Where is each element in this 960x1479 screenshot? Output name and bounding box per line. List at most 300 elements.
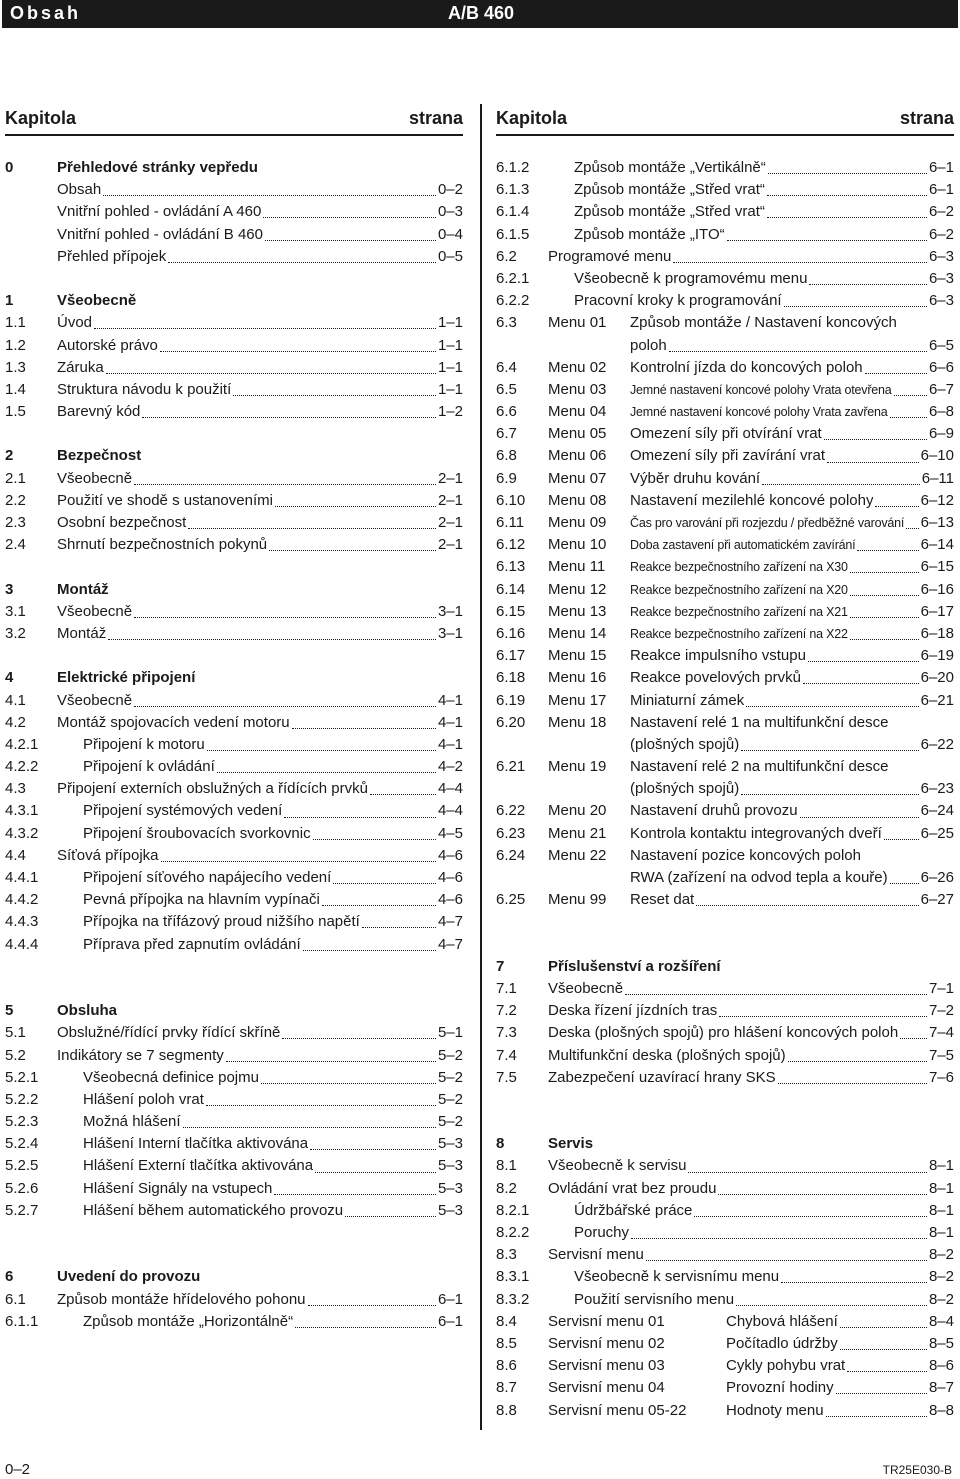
entry-title: Provozní hodiny: [726, 1379, 834, 1397]
toc-entry: [496, 1022, 954, 1044]
entry-menu: Menu 11: [548, 558, 606, 576]
spacer: [496, 934, 954, 956]
entry-number: 8.3.1: [496, 1268, 530, 1286]
spacer: [5, 956, 463, 978]
entry-page: 6–6: [928, 358, 954, 376]
toc-entry: [5, 512, 463, 534]
entry-menu: Menu 21: [548, 824, 607, 842]
dot-leader: [142, 416, 436, 418]
entry-title: Všeobecně k programovému menu: [574, 269, 808, 287]
toc-right-column: [496, 104, 954, 1422]
toc-entry: [496, 335, 954, 357]
dot-leader: [803, 682, 919, 684]
entry-title: Hlášení Interní tlačítka aktivována: [83, 1135, 309, 1153]
dot-leader: [875, 505, 918, 507]
entry-title: Počítadlo údržby: [726, 1334, 838, 1352]
dot-leader: [840, 1326, 927, 1328]
entry-title: Čas pro varování při rozjezdu / předběžné varování: [630, 516, 905, 530]
footer-page-number: 0–2: [5, 1461, 31, 1478]
dot-leader: [727, 239, 927, 241]
entry-page: 8–7: [928, 1379, 954, 1397]
toc-entry: [496, 601, 954, 623]
toc-entry: [496, 401, 954, 423]
toc-entry: [5, 1089, 463, 1111]
entry-title: Všeobecně k servisnímu menu: [574, 1268, 780, 1286]
entry-title: Servisní menu: [548, 1246, 644, 1264]
toc-entry: [5, 756, 463, 778]
chapter-label: Kapitola: [496, 108, 568, 128]
spacer: [5, 556, 463, 578]
toc-entry: [496, 867, 954, 889]
dot-leader: [274, 1193, 436, 1195]
entry-number: 8.5: [496, 1334, 517, 1352]
entry-number: 8.2.1: [496, 1201, 530, 1219]
dot-leader: [207, 749, 436, 751]
dot-leader: [850, 594, 919, 596]
entry-page: 5–1: [437, 1024, 463, 1042]
toc-section-heading: [496, 1133, 954, 1155]
entry-number: 6.1.2: [496, 159, 530, 176]
entry-number: 1.3: [5, 358, 26, 376]
toc-entry: [496, 290, 954, 312]
entry-title: Hodnoty menu: [726, 1401, 824, 1419]
entry-title: Přípojka na třífázový proud nižšího napětí: [83, 913, 360, 931]
entry-menu: Menu 07: [548, 469, 607, 487]
entry-page: 8–1: [928, 1157, 954, 1175]
dot-leader: [206, 1104, 436, 1106]
toc-entry: [496, 1178, 954, 1200]
entry-number: 7.5: [496, 1068, 517, 1086]
entry-number: 6.20: [496, 713, 526, 731]
toc-entry: [496, 667, 954, 689]
dot-leader: [108, 638, 436, 640]
toc-entry: [5, 778, 463, 800]
dot-leader: [322, 904, 436, 906]
entry-page: 5–3: [437, 1135, 463, 1153]
toc-entry: [496, 1155, 954, 1177]
toc-entry: [496, 756, 954, 778]
entry-number: 6.23: [496, 824, 526, 842]
entry-number: 6.9: [496, 469, 517, 487]
entry-title: Reakce bezpečnostního zařízení na X30: [630, 560, 848, 575]
toc-entry: [496, 201, 954, 223]
entry-number: 5.1: [5, 1024, 26, 1042]
toc-entry: [496, 1355, 954, 1377]
dot-leader: [900, 1037, 927, 1039]
entry-number: 8.3.2: [496, 1290, 530, 1308]
entry-title: Způsob montáže „Vertikálně“: [574, 159, 766, 176]
entry-title: Všeobecně: [548, 979, 624, 997]
entry-menu: Menu 16: [548, 669, 607, 687]
dot-leader: [310, 1148, 436, 1150]
toc-entry: [496, 823, 954, 845]
entry-page: 6–12: [920, 491, 954, 509]
entry-page: 8–1: [928, 1201, 954, 1219]
entry-page: 6–23: [920, 780, 954, 798]
entry-title: Způsob montáže „ITO“: [574, 225, 725, 243]
column-divider: [480, 104, 482, 1430]
entry-title: Hlášení poloh vrat: [83, 1090, 204, 1108]
entry-number: 6.1.5: [496, 225, 530, 243]
entry-menu: Menu 04: [548, 403, 607, 421]
entry-number: 5.2.3: [5, 1113, 39, 1131]
toc-entry: [496, 357, 954, 379]
entry-title: Reakce bezpečnostního zařízení na X21: [630, 604, 848, 619]
entry-number: 8.8: [496, 1401, 517, 1419]
entry-title: Kontrola kontaktu integrovaných dveří: [630, 824, 882, 842]
toc-entry: [5, 911, 463, 933]
entry-number: 8.4: [496, 1312, 517, 1330]
toc-entry: [5, 335, 463, 357]
entry-title: Hlášení Externí tlačítka aktivována: [83, 1157, 314, 1175]
dot-leader: [646, 1259, 927, 1261]
dot-leader: [857, 549, 918, 551]
entry-page: 6–19: [920, 647, 954, 665]
entry-number: 6.22: [496, 802, 526, 820]
toc-entry: [496, 157, 954, 179]
entry-number: 6.5: [496, 380, 517, 398]
entry-page: 4–4: [437, 802, 463, 820]
entry-number: 2.2: [5, 491, 26, 509]
entry-page: 4–1: [437, 713, 463, 731]
entry-number: 6.25: [496, 891, 526, 909]
toc-left-column: [5, 104, 463, 1333]
toc-entry: [496, 490, 954, 512]
entry-menu: Menu 12: [548, 580, 607, 598]
entry-page: 2–1: [437, 514, 463, 531]
toc-entry: [496, 1311, 954, 1333]
toc-entry: [496, 1377, 954, 1399]
dot-leader: [894, 394, 927, 396]
header-model: A/B 460: [448, 3, 515, 23]
entry-title: Způsob montáže hřídelového pohonu: [57, 1290, 306, 1308]
dot-leader: [233, 394, 436, 396]
entry-menu: Menu 22: [548, 846, 607, 864]
entry-number: 6.1.4: [496, 203, 530, 221]
entry-title: Příprava před zapnutím ovládání: [83, 935, 301, 953]
entry-title: Použití servisního menu: [574, 1290, 735, 1308]
entry-number: 6.2.2: [496, 292, 530, 310]
entry-page: 6–2: [928, 203, 954, 221]
toc-list-left: [5, 157, 463, 1333]
dot-leader: [103, 194, 436, 196]
entry-number: 7.2: [496, 1002, 517, 1020]
entry-title: Programové menu: [548, 247, 672, 265]
dot-leader: [345, 1215, 436, 1217]
entry-page: 7–6: [928, 1068, 954, 1086]
dot-leader: [269, 549, 436, 551]
entry-title: Ovládání vrat bez proudu: [548, 1179, 717, 1197]
toc-entry: [496, 379, 954, 401]
header-title: Obsah: [10, 3, 82, 23]
toc-entry: [5, 490, 463, 512]
entry-page: 8–1: [928, 1179, 954, 1197]
toc-entry: [5, 1200, 463, 1222]
toc-entry: [496, 734, 954, 756]
dot-leader: [736, 1304, 927, 1306]
entry-page: 3–1: [437, 602, 463, 620]
entry-title: Servis: [548, 1135, 594, 1153]
entry-menu: Menu 13: [548, 602, 607, 620]
entry-number: 6.6: [496, 403, 517, 421]
entry-menu: Menu 01: [548, 314, 607, 332]
chapter-label: Kapitola: [5, 108, 77, 128]
header-rule: [5, 134, 463, 136]
dot-leader: [134, 705, 436, 707]
entry-page: 6–1: [928, 159, 954, 176]
entry-page: 5–2: [437, 1046, 463, 1064]
dot-leader: [168, 261, 436, 263]
entry-title: Vnitřní pohled - ovládání B 460: [57, 225, 263, 243]
entry-page: 4–4: [437, 780, 463, 798]
entry-page: 7–1: [928, 979, 954, 997]
entry-page: 6–11: [921, 469, 954, 487]
entry-title: Všeobecná definice pojmu: [83, 1068, 259, 1086]
entry-title: Elektrické připojení: [57, 669, 196, 687]
toc-entry: [496, 423, 954, 445]
entry-title: Obsluha: [57, 1002, 118, 1020]
toc-entry: [5, 1289, 463, 1311]
entry-number: 4.1: [5, 691, 26, 709]
column-header: [496, 104, 954, 134]
entry-page: 0–3: [437, 203, 463, 221]
spacer: [5, 1244, 463, 1266]
entry-page: 4–6: [437, 891, 463, 909]
entry-page: 4–1: [437, 691, 463, 709]
dot-leader: [292, 727, 436, 729]
entry-page: 5–2: [437, 1090, 463, 1108]
entry-title: Autorské právo: [57, 336, 158, 354]
dot-leader: [808, 660, 919, 662]
entry-page: 8–1: [928, 1224, 954, 1241]
entry-title: Způsob montáže „Střed vrat“: [574, 203, 765, 221]
entry-title: Údržbářské práce: [574, 1201, 693, 1219]
toc-entry: [5, 379, 463, 401]
entry-page: 8–4: [928, 1312, 954, 1330]
entry-title: (plošných spojů): [630, 780, 740, 798]
entry-number: 7.1: [496, 979, 517, 997]
toc-entry: [496, 1067, 954, 1089]
toc-entry: [5, 201, 463, 223]
dot-leader: [631, 1237, 927, 1239]
entry-number: 4.2: [5, 713, 26, 731]
entry-title: Montáž: [57, 580, 109, 598]
dot-leader: [884, 838, 919, 840]
spacer: [5, 268, 463, 290]
entry-title: Připojení k motoru: [83, 735, 205, 753]
entry-number: 1.5: [5, 403, 26, 421]
entry-page: 6–14: [920, 536, 954, 554]
toc-entry: [496, 246, 954, 268]
entry-number: 6.8: [496, 447, 517, 465]
dot-leader: [315, 1171, 436, 1173]
toc-section-heading: [5, 579, 463, 601]
entry-number: 6.4: [496, 358, 517, 376]
entry-page: 6–16: [920, 580, 954, 598]
toc-entry: [496, 1266, 954, 1288]
entry-page: 4–7: [437, 913, 463, 931]
dot-leader: [694, 1215, 927, 1217]
entry-title: Nastavení relé 2 na multifunkční desce: [630, 758, 889, 776]
spacer: [5, 645, 463, 667]
dot-leader: [778, 1082, 927, 1084]
page-label: strana: [408, 108, 463, 128]
entry-title: Omezení síly při zavírání vrat: [630, 447, 826, 465]
toc-entry: [5, 1311, 463, 1333]
entry-menu: Menu 02: [548, 358, 607, 376]
dot-leader: [767, 216, 927, 218]
entry-number: 6.10: [496, 491, 526, 509]
entry-title: Nastavení mezilehlé koncové polohy: [630, 491, 874, 509]
entry-number: 2.4: [5, 536, 26, 554]
dot-leader: [788, 1060, 927, 1062]
entry-page: 6–9: [928, 425, 954, 443]
entry-page: 6–8: [928, 403, 954, 421]
entry-number: 6.1: [5, 1290, 26, 1308]
entry-title: Bezpečnost: [57, 447, 142, 465]
entry-title: Cykly pohybu vrat: [726, 1357, 846, 1375]
entry-page: 6–5: [928, 336, 954, 354]
entry-menu: Servisní menu 03: [548, 1357, 665, 1375]
dot-leader: [781, 1281, 927, 1283]
toc-section-heading: [496, 956, 954, 978]
entry-title: Obslužné/řídící prvky řídící skříně: [57, 1024, 281, 1042]
toc-entry: [496, 1289, 954, 1311]
toc-entry: [5, 401, 463, 423]
entry-title: poloh: [630, 336, 667, 354]
entry-title: Všeobecně: [57, 292, 137, 310]
entry-page: 6–15: [920, 558, 954, 576]
dot-leader: [625, 993, 927, 995]
toc-list-right: [496, 157, 954, 1422]
entry-menu: Menu 15: [548, 647, 607, 665]
entry-title: Deska (plošných spojů) pro hlášení koncových poloh: [548, 1024, 899, 1042]
entry-title: Všeobecně: [57, 691, 133, 709]
header-rule: [496, 134, 954, 136]
toc-section-heading: [5, 667, 463, 689]
entry-page: 6–20: [920, 669, 954, 687]
entry-title: Doba zastavení při automatickém zavírání: [630, 538, 856, 553]
dot-leader: [824, 438, 927, 440]
toc-entry: [5, 357, 463, 379]
entry-title: Vnitřní pohled - ovládání A 460: [57, 203, 262, 221]
entry-page: 6–1: [928, 181, 954, 199]
dot-leader: [303, 949, 436, 951]
entry-page: 7–5: [928, 1046, 954, 1064]
entry-page: 6–1: [437, 1290, 463, 1308]
toc-entry: [5, 712, 463, 734]
entry-title: Připojení síťového napájecího vedení: [83, 869, 332, 886]
entry-title: Reset dat: [630, 891, 695, 909]
entry-number: 2.1: [5, 469, 26, 487]
entry-number: 2.3: [5, 514, 26, 531]
toc-entry: [5, 1133, 463, 1155]
entry-title: Poruchy: [574, 1224, 630, 1241]
dot-leader: [134, 616, 436, 618]
entry-title: Obsah: [57, 181, 102, 199]
toc-entry: [5, 800, 463, 822]
dot-leader: [284, 816, 436, 818]
entry-title: Zabezpečení uzavírací hrany SKS: [548, 1068, 776, 1086]
toc-entry: [496, 845, 954, 867]
dot-leader: [768, 172, 927, 174]
dot-leader: [906, 527, 918, 529]
page-label: strana: [899, 108, 954, 128]
entry-page: 5–2: [437, 1068, 463, 1086]
entry-title: Přehled přípojek: [57, 247, 167, 265]
entry-number: 5.2: [5, 1046, 26, 1064]
entry-title: Montáž: [57, 624, 107, 642]
entry-title: Připojení externích obslužných a řídících prvků: [57, 780, 368, 798]
entry-title: Pevná přípojka na hlavním vypínači: [83, 891, 320, 909]
entry-page: 1–1: [437, 336, 463, 354]
entry-number: 3.2: [5, 624, 26, 642]
dot-leader: [265, 239, 436, 241]
spacer: [5, 423, 463, 445]
toc-entry: [5, 468, 463, 490]
entry-number: 2: [5, 447, 14, 465]
entry-page: 2–1: [437, 491, 463, 509]
dot-leader: [827, 461, 919, 463]
entry-title: RWA (zařízení na odvod tepla a kouře): [630, 869, 888, 886]
toc-entry: [496, 179, 954, 201]
entry-menu: Menu 09: [548, 514, 607, 531]
entry-number: 6.15: [496, 602, 526, 620]
toc-entry: [5, 1155, 463, 1177]
toc-section-heading: [5, 290, 463, 312]
entry-number: 4.3: [5, 780, 26, 798]
entry-title: Multifunkční deska (plošných spojů): [548, 1046, 786, 1064]
dot-leader: [106, 372, 436, 374]
entry-number: 6.2.1: [496, 269, 530, 287]
dot-leader: [261, 1082, 436, 1084]
toc-entry: [496, 1222, 954, 1244]
entry-number: 6.1.3: [496, 181, 530, 199]
entry-number: 8.3: [496, 1246, 517, 1264]
dot-leader: [308, 1304, 436, 1306]
dot-leader: [784, 305, 927, 307]
entry-number: 6.21: [496, 758, 526, 776]
entry-number: 8.6: [496, 1357, 517, 1375]
entry-number: 8.2: [496, 1179, 517, 1197]
entry-page: 8–2: [928, 1290, 954, 1308]
entry-title: Záruka: [57, 358, 104, 376]
entry-number: 4.4: [5, 846, 26, 864]
entry-title: Indikátory se 7 segmenty: [57, 1046, 224, 1064]
dot-leader: [275, 505, 436, 507]
entry-page: 5–3: [437, 1179, 463, 1197]
entry-number: 6.3: [496, 314, 517, 332]
dot-leader: [161, 860, 436, 862]
entry-title: Příslušenství a rozšíření: [548, 957, 721, 975]
entry-page: 6–2: [928, 225, 954, 243]
entry-page: 2–1: [437, 536, 463, 554]
dot-leader: [226, 1060, 436, 1062]
dot-leader: [696, 904, 918, 906]
dot-leader: [183, 1126, 436, 1128]
spacer: [496, 1089, 954, 1111]
entry-page: 6–24: [920, 802, 954, 820]
dot-leader: [850, 571, 919, 573]
entry-number: 5: [5, 1002, 14, 1020]
entry-menu: Menu 14: [548, 624, 607, 642]
toc-entry: [496, 468, 954, 490]
entry-page: 4–5: [437, 824, 463, 842]
entry-page: 8–5: [928, 1334, 954, 1352]
toc-entry: [496, 224, 954, 246]
entry-number: 7.3: [496, 1024, 517, 1042]
entry-menu: Menu 03: [548, 380, 607, 398]
